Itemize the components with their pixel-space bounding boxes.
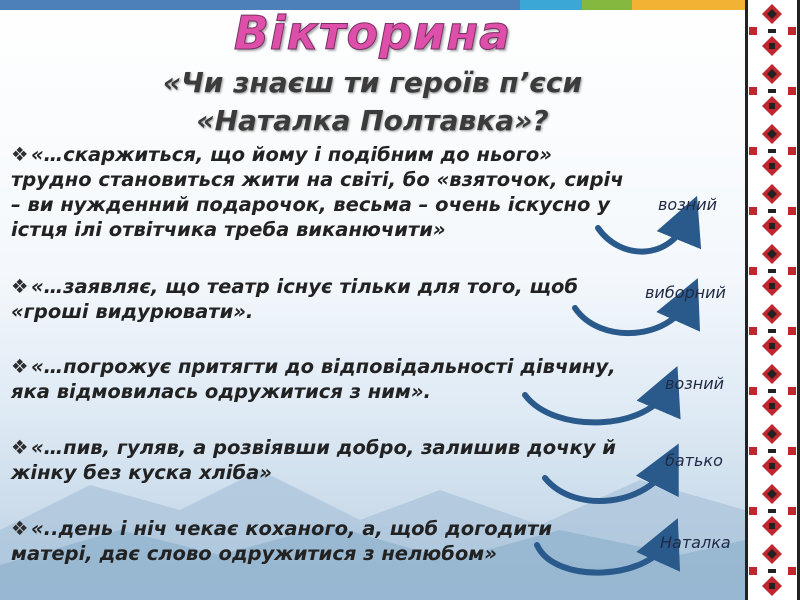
answer-5: Наталка	[660, 533, 731, 552]
diamond-bullet-icon: ❖	[11, 517, 29, 540]
diamond-bullet-icon: ❖	[11, 355, 29, 378]
quote-2: ❖ «…заявляє, що театр існує тільки для того, щоб «гроші видурювати».	[11, 275, 579, 323]
answer-1: возний	[658, 195, 717, 214]
curved-arrow-icon	[598, 218, 688, 252]
embroidery-ornament	[745, 0, 800, 600]
diamond-bullet-icon: ❖	[11, 143, 29, 166]
answer-3: возний	[665, 374, 724, 393]
curved-arrow-icon	[537, 540, 668, 573]
diamond-bullet-icon: ❖	[11, 275, 29, 298]
quiz-subtitle-line2: «Наталка Полтавка»?	[196, 104, 549, 137]
quote-1: ❖ «…скаржиться, що йому і подібним до нього» трудно становиться жити на світі, бо «взяточок, сиріч – ви нужденний подарочок, весьма – очень іскусно у істця ілі отвітчика треба виканючити»	[11, 143, 624, 241]
curved-arrow-icon	[545, 465, 668, 501]
answer-4: батько	[665, 451, 723, 470]
quote-3: ❖ «…погрожує притягти до відповідальності дівчину, яка відмовилась одружитися з ним».	[11, 355, 616, 403]
diamond-bullet-icon: ❖	[11, 436, 29, 459]
answer-2: виборний	[645, 283, 726, 302]
quiz-title: Вікторина	[233, 6, 512, 60]
curved-arrow-icon	[575, 300, 688, 333]
curved-arrow-icon	[525, 388, 668, 422]
quiz-subtitle-line1: «Чи знаєш ти героїв п’єси	[162, 66, 583, 99]
quote-4: ❖ «…пив, гуляв, а розвіявши добро, залишив дочку й жінку без куска хліба»	[11, 436, 616, 484]
quote-5: ❖ «..день і ніч чекає коханого, а, щоб догодити матері, дає слово одружитися з нелюбом»	[11, 517, 553, 565]
